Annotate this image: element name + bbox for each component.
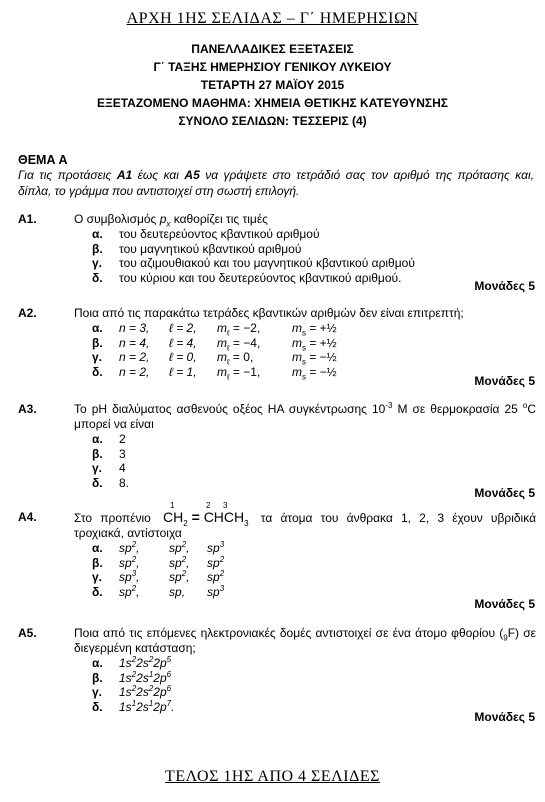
- q-text-a: Στο προπένιο: [74, 511, 151, 525]
- option-letter: δ.: [92, 364, 103, 379]
- formula-sub: 2: [183, 518, 188, 528]
- config-part: 2s: [136, 670, 149, 685]
- config-end: .: [171, 699, 175, 714]
- quantum-l: ℓ = 4,: [169, 335, 197, 350]
- marks-a4: Μονάδες 5: [474, 597, 535, 611]
- quantum-ms-value: = +½: [306, 335, 337, 350]
- option-text: του δευτερεύοντος κβαντικού αριθμού: [119, 227, 320, 241]
- option-letter: γ.: [92, 256, 103, 270]
- q-exponent: -3: [385, 401, 393, 410]
- option: [92, 476, 536, 491]
- orbital-sup: 2: [181, 540, 187, 549]
- config-sup: 1: [148, 698, 154, 708]
- config-part: 2p: [153, 685, 167, 699]
- option-letter: β.: [92, 241, 103, 256]
- question-number: Α1.: [18, 212, 37, 226]
- config-part: 1s: [119, 670, 132, 685]
- option: α. n = 3, ℓ = 2, $m_\ell = -2$, $m_s$ = +½: [92, 321, 337, 338]
- question-a4: [18, 501, 537, 599]
- config-part: 2s: [136, 685, 149, 699]
- question-a1: [18, 212, 536, 285]
- option-letter: β.: [92, 670, 103, 685]
- config-part: 2s: [136, 656, 149, 670]
- options: [92, 541, 536, 599]
- option-letter: γ.: [92, 685, 103, 699]
- option: β. $sp^2$, $sp^2$, $sp^2$: [92, 554, 225, 570]
- question-text: Ποια από τις παρακάτω τετράδες κβαντικών αριθμών δεν είναι επιτρεπτή;: [74, 306, 464, 320]
- quantum-n: n = 2,: [119, 350, 150, 364]
- option-letter: γ.: [92, 461, 103, 475]
- question-text: [74, 212, 536, 227]
- question-number: Α5.: [18, 626, 37, 640]
- orbital-sup: 2: [131, 554, 137, 564]
- options: [92, 227, 536, 285]
- orbital: sp: [119, 570, 132, 584]
- question-a5: [18, 626, 536, 714]
- marks-a5: Μονάδες 5: [474, 710, 535, 724]
- config-sup: 2: [131, 655, 137, 664]
- option-text: του μαγνητικού κβαντικού αριθμού: [119, 241, 302, 256]
- orbital: sp: [119, 584, 132, 599]
- question-text: [74, 501, 537, 541]
- quantum-ms-value: = −½: [306, 364, 337, 379]
- option-letter: α.: [92, 321, 103, 335]
- quantum-l: ℓ = 2,: [169, 321, 197, 335]
- option-letter: α.: [92, 656, 103, 670]
- option-letter: α.: [92, 432, 103, 446]
- orbital-sup: 3: [219, 583, 225, 593]
- orbital-sup: 2: [219, 554, 225, 564]
- orbital-sup: 2: [181, 569, 187, 578]
- instr-a5: Α5: [184, 168, 200, 182]
- option: [92, 242, 536, 257]
- options: [92, 321, 536, 379]
- option-letter: γ.: [92, 350, 103, 364]
- quantum-ms-value: = +½: [306, 321, 337, 335]
- option-letter: δ.: [92, 584, 103, 599]
- orbital: sp: [169, 570, 182, 584]
- question-text: [74, 626, 536, 656]
- double-bond: =: [191, 509, 200, 525]
- quantum-ml: m: [217, 350, 227, 364]
- question-number: Α2.: [18, 306, 37, 320]
- instr-mid: έως και: [132, 168, 185, 182]
- carbon-number-2: 2: [206, 501, 211, 510]
- option: [92, 656, 536, 671]
- question-number: Α3.: [18, 402, 37, 416]
- option: [92, 227, 536, 242]
- q-symbol: p: [159, 212, 167, 226]
- orbital-sup: 3: [131, 569, 137, 578]
- orbital: sp: [207, 541, 220, 555]
- option-text: 2: [119, 432, 126, 446]
- quantum-ms-value: = −½: [306, 350, 337, 364]
- config-part: 1s: [119, 656, 132, 670]
- config-part: 2p: [153, 656, 167, 670]
- carbon-number-3: 3: [223, 501, 228, 510]
- marks-a3: Μονάδες 5: [474, 486, 535, 500]
- page-count: ΣΥΝΟΛΟ ΣΕΛΙΔΩΝ: ΤΕΣΣΕΡΙΣ (4): [178, 114, 367, 128]
- question-a3: [18, 402, 536, 490]
- option-text: του κύριου και του δευτερεύοντος κβαντικού αριθμού.: [119, 270, 402, 285]
- orbital-sup: 2: [131, 540, 137, 549]
- option-text: του αζιμουθιακού και του μαγνητικού κβαντικού αριθμού: [119, 256, 415, 270]
- section-title: ΘΕΜΑ Α: [18, 153, 68, 167]
- option: [92, 671, 536, 686]
- config-part: 2s: [136, 699, 149, 714]
- atomic-number: 9: [503, 633, 508, 643]
- quantum-n: n = 3,: [119, 321, 150, 335]
- exam-subject: ΕΞΕΤΑΖΟΜΕΝΟ ΜΑΘΗΜΑ: ΧΗΜΕΙΑ ΘΕΤΙΚΗΣ ΚΑΤΕΥΘΥΝΣΗΣ: [97, 96, 448, 110]
- option-letter: γ.: [92, 570, 103, 584]
- q-text-pre: Ο συμβολισμός: [74, 212, 160, 226]
- exam-titles: [0, 40, 545, 130]
- config-part: 2p: [153, 670, 167, 685]
- exam-title-1: ΠΑΝΕΛΛΑΔΙΚΕΣ ΕΞΕΤΑΣΕΙΣ: [191, 42, 354, 56]
- quantum-ms: m: [292, 335, 302, 350]
- exam-date: ΤΕΤΑΡΤΗ 27 ΜΑΪΟΥ 2015: [200, 78, 345, 92]
- quantum-ml: m: [217, 321, 227, 335]
- orbital: sp: [119, 555, 132, 570]
- option: β. n = 4, ℓ = 4, $m_\ell = -4$, $m_s$ = +½: [92, 335, 337, 352]
- quantum-l: ℓ = 1,: [169, 364, 197, 379]
- option: [92, 461, 536, 476]
- option: [92, 700, 536, 715]
- option: γ. $sp^3$, $sp^2$, $sp^2$: [92, 569, 225, 584]
- quantum-ml-value: = −4,: [229, 335, 261, 350]
- config-part: 1s: [119, 699, 132, 714]
- config-part: 2p: [153, 699, 167, 714]
- formula-sub: 3: [244, 518, 249, 528]
- instr-a1: Α1: [116, 168, 133, 182]
- quantum-n: n = 4,: [119, 335, 150, 350]
- q-symbol-sub: x: [166, 219, 171, 229]
- marks-a1: Μονάδες 5: [474, 279, 535, 293]
- orbital-sup: 2: [181, 554, 187, 564]
- option: δ. $sp^2$, sp, $sp^3$: [92, 583, 225, 599]
- question-a2: [18, 306, 536, 379]
- config-sup: 5: [166, 655, 172, 664]
- orbital-sup: 2: [219, 569, 225, 578]
- orbital: sp: [207, 555, 220, 570]
- quantum-n: n = 2,: [119, 364, 150, 379]
- q-text-b: M σε θερμοκρασία 25: [392, 402, 523, 416]
- propene-formula: [163, 501, 249, 528]
- q-text-b: F) σε διεγερμένη κατάσταση;: [74, 626, 536, 655]
- quantum-l: ℓ = 0,: [169, 350, 197, 364]
- orbital: sp: [207, 570, 220, 584]
- option-letter: α.: [92, 541, 103, 555]
- instructions: [18, 167, 534, 199]
- exam-title-2: Γ΄ ΤΑΞΗΣ ΗΜΕΡΗΣΙΟΥ ΓΕΝΙΚΟΥ ΛΥΚΕΙΟΥ: [153, 60, 392, 74]
- marks-a2: Μονάδες 5: [474, 374, 535, 388]
- orbital: sp: [169, 555, 182, 570]
- quantum-ms: m: [292, 321, 302, 335]
- question-number: Α4.: [18, 510, 37, 524]
- orbital: sp: [207, 584, 220, 599]
- q-text-a: Ποια από τις επόμενες ηλεκτρονιακές δομές αντιστοιχεί σε ένα άτομο φθορίου (: [74, 626, 504, 640]
- quantum-ms: m: [292, 364, 302, 379]
- question-text: [74, 402, 536, 432]
- option: [92, 447, 536, 462]
- quantum-ms: m: [292, 350, 302, 364]
- q-text-post: καθορίζει τις τιμές: [170, 212, 268, 226]
- option-letter: β.: [92, 335, 103, 350]
- q-text-b: τα άτομα του άνθρακα 1, 2, 3 έχουν υβριδικά τροχιακά, αντίστοιχα: [74, 511, 537, 540]
- q-text-c: C μπορεί να είναι: [74, 402, 536, 431]
- quantum-ml: m: [217, 335, 227, 350]
- option: γ. n = 2, ℓ = 0, $m_\ell = 0$, $m_s$ = −½: [92, 350, 337, 367]
- config-sup: 6: [166, 669, 172, 679]
- carbon-number-1: 1: [170, 501, 175, 510]
- option-text: 8.: [119, 475, 130, 490]
- option-text: 3: [119, 446, 126, 461]
- option: [92, 256, 536, 271]
- instr-post: να γράψετε στο τετράδιό σας τον αριθμό της πρότασης και, δίπλα, το γράμμα που αντιστοιχεί στη σωστή επιλογή.: [18, 168, 534, 198]
- q-degree: o: [522, 401, 528, 410]
- instr-pre: Για τις προτάσεις: [18, 168, 117, 182]
- config-sup: 2: [148, 655, 154, 664]
- page-header: ΑΡΧΗ 1ΗΣ ΣΕΛΙΔΑΣ – Γ΄ ΗΜΕΡΗΣΙΩΝ: [126, 10, 419, 27]
- config-sup: 1: [148, 669, 154, 679]
- config-sup: 6: [166, 684, 172, 693]
- quantum-ml-value: = −2,: [229, 321, 261, 335]
- quantum-ml: m: [217, 364, 227, 379]
- option-letter: β.: [92, 446, 103, 461]
- page-footer: ΤΕΛΟΣ 1ΗΣ ΑΠΟ 4 ΣΕΛΙΔΕΣ: [165, 768, 380, 785]
- option-letter: δ.: [92, 270, 103, 285]
- option: [92, 271, 536, 286]
- quantum-ml-value: = −1,: [229, 364, 261, 379]
- option: α. $sp^2$, $sp^2$, $sp^3$: [92, 540, 225, 555]
- option: [92, 432, 536, 447]
- config-sup: 2: [148, 684, 154, 693]
- option: δ. n = 2, ℓ = 1, $m_\ell = -1$, $m_s$ = −½: [92, 364, 337, 381]
- options: [92, 656, 536, 714]
- option-letter: β.: [92, 555, 103, 570]
- orbital: sp: [169, 541, 182, 555]
- config-sup: 2: [131, 684, 137, 693]
- quantum-ml-value: = 0,: [229, 350, 254, 364]
- option-text: 4: [119, 461, 126, 475]
- option-letter: δ.: [92, 475, 103, 490]
- q-text-a: Το pH διαλύματος ασθενούς οξέος ΗΑ συγκέντρωσης 10: [74, 402, 386, 416]
- options: [92, 432, 536, 490]
- option-letter: α.: [92, 227, 103, 241]
- formula-ch2: CH: [163, 509, 184, 525]
- formula-chch3: CHCH: [203, 509, 245, 525]
- config-sup: 1: [131, 698, 137, 708]
- orbital: sp: [119, 541, 132, 555]
- config-part: 1s: [119, 685, 132, 699]
- orbital-sup: 3: [219, 540, 225, 549]
- config-sup: 2: [131, 669, 137, 679]
- orbital-sup: 2: [131, 583, 137, 593]
- option-letter: δ.: [92, 699, 103, 714]
- config-sup: 7: [166, 698, 172, 708]
- orbital: sp: [169, 584, 182, 599]
- option: [92, 685, 536, 700]
